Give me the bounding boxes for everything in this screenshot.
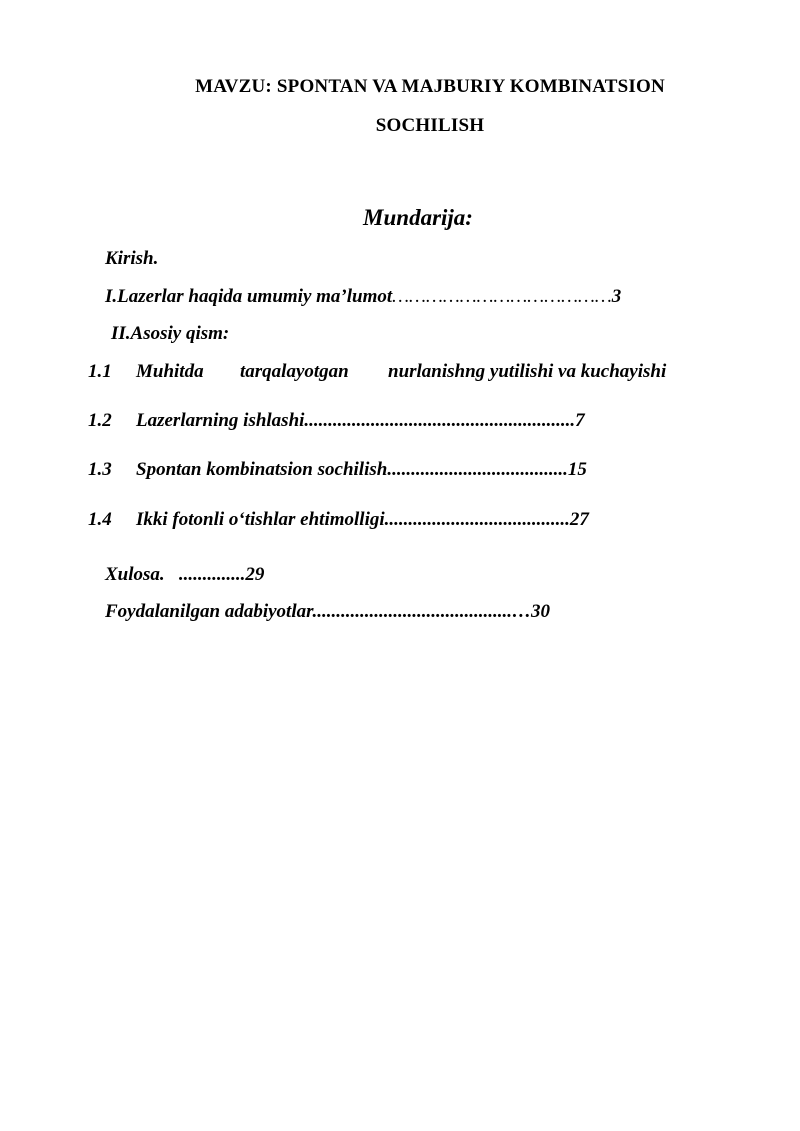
toc-entry-chapter1-page: 3 — [611, 286, 622, 307]
toc-entry-1-3-text: Spontan kombinatsion sochilish......................................15 — [136, 459, 587, 480]
toc-entry-1-4-text: Ikki fotonli o‘tishlar ehtimolligi.......................................27 — [136, 509, 589, 530]
toc-entry-1-2-number: 1.2 — [88, 410, 112, 431]
toc-entry-1-1-word2: tarqalayotgan — [240, 361, 349, 382]
toc-entry-1-1-word1: Muhitda — [136, 361, 204, 382]
toc-entry-chapter1 — [105, 286, 621, 308]
toc-entry-1-4 — [88, 509, 589, 531]
toc-entry-1-3 — [88, 459, 587, 481]
toc-entry-chapter1-dots: ………………………………… — [392, 286, 612, 307]
toc-entry-1-3-number: 1.3 — [88, 459, 112, 480]
document-title-line1: MAVZU: SPONTAN VA MAJBURIY KOMBINATSION — [195, 76, 665, 97]
toc-entry-foydalanilgan: Foydalanilgan adabiyotlar..........................................…30 — [105, 601, 550, 622]
document-title-line2: SOCHILISH — [375, 115, 485, 136]
toc-entry-1-1 — [88, 361, 700, 385]
toc-entry-chapter2: II.Asosiy qism: — [111, 323, 230, 344]
toc-entry-1-2-text: Lazerlarning ishlashi.........................................................7 — [136, 410, 585, 431]
toc-entry-chapter1-label: I.Lazerlar haqida umumiy ma’lumot — [105, 286, 393, 307]
toc-entry-xulosa: Xulosa. ..............29 — [105, 564, 265, 585]
toc-entry-1-1-word3: nurlanishng yutilishi va kuchayishi — [388, 361, 667, 382]
toc-entry-1-2 — [88, 410, 585, 432]
toc-heading: Mundarija: — [363, 205, 473, 230]
toc-entry-kirish: Kirish. — [105, 248, 159, 269]
toc-entry-1-1-number: 1.1 — [88, 361, 112, 382]
toc-entry-1-4-number: 1.4 — [88, 509, 112, 530]
